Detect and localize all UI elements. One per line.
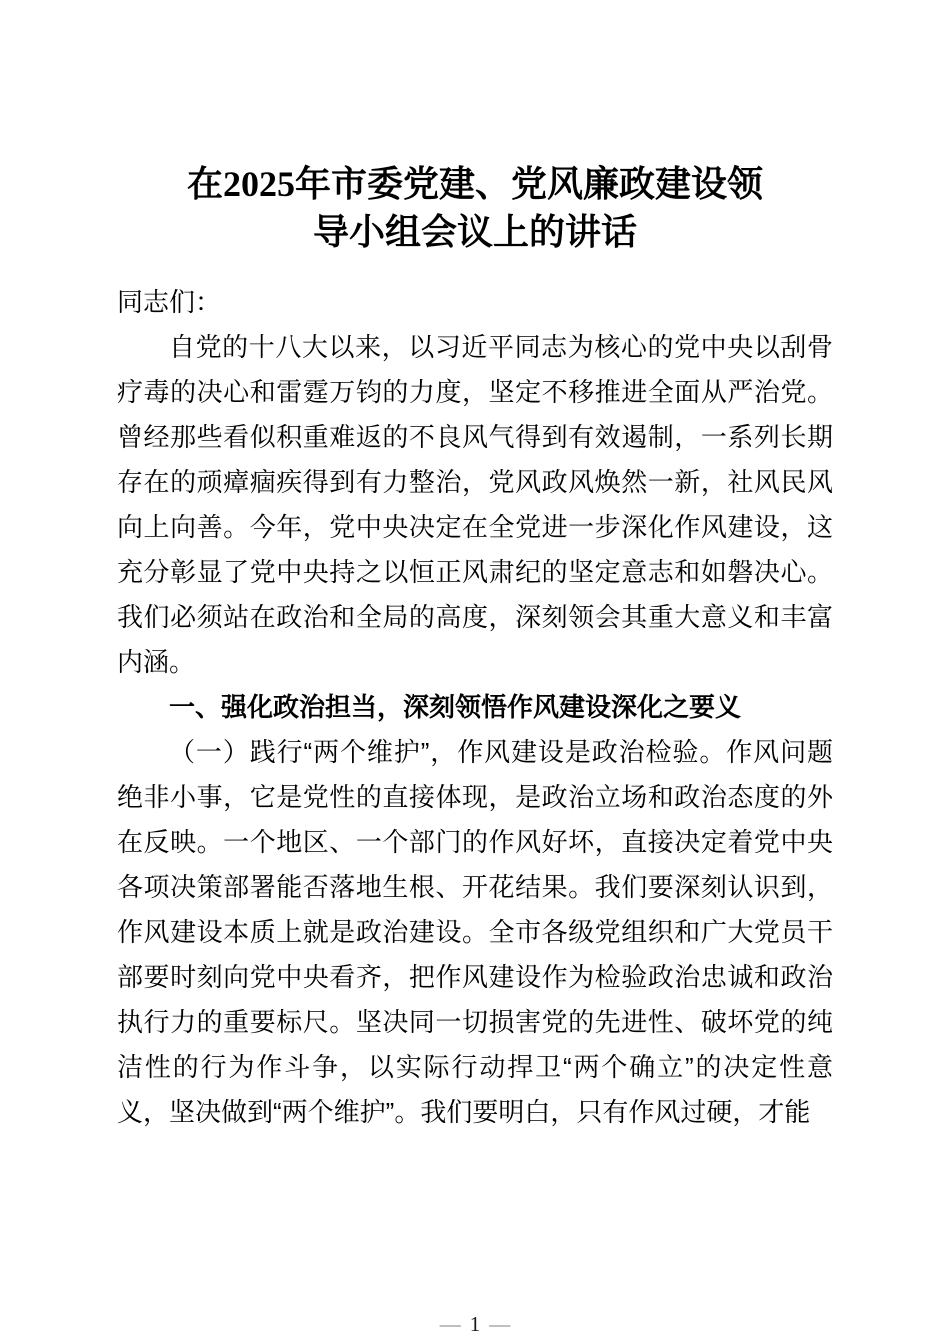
footer-dash-left: — bbox=[439, 1312, 461, 1336]
paragraph-intro: 自党的十八大以来，以习近平同志为核心的党中央以刮骨疗毒的决心和雷霆万钧的力度，坚定不移推进全面从严治党。曾经那些看似积重难返的不良风气得到有效遏制，一系列长期存在的顽瘴痼疾得到有力整治，党风政风焕然一新，社风民风向上向善。今年，党中央决定在全党进一步深化作风建设，这充分彰显了党中央持之以恒正风肃纪的坚定意志和如磐决心。我们必须站在政治和全局的高度，深刻领会其重大意义和丰富内涵。 bbox=[117, 332, 833, 677]
document-content bbox=[117, 160, 833, 1135]
section-heading-1: 一、强化政治担当，深刻领悟作风建设深化之要义 bbox=[169, 692, 742, 722]
page-number: 1 bbox=[469, 1312, 481, 1336]
footer-dash-right: — bbox=[489, 1312, 511, 1336]
page-number-footer bbox=[0, 1312, 950, 1336]
paragraph-section-1: （一）践行“两个维护”，作风建设是政治检验。作风问题绝非小事，它是党性的直接体现，是政治立场和政治态度的外在反映。一个地区、一个部门的作风好坏，直接决定着党中央各项决策部署能否落地生根、开花结果。我们要深刻认识到，作风建设本质上就是政治建设。全市各级党组织和广大党员干部要时刻向党中央看齐，把作风建设作为检验政治忠诚和政治执行力的重要标尺。坚决同一切损害党的先进性、破坏党的纯洁性的行为作斗争，以实际行动捍卫“两个确立”的决定性意义，坚决做到“两个维护”。我们要明白，只有作风过硬，才能 bbox=[117, 737, 833, 1127]
salutation: 同志们： bbox=[117, 287, 222, 317]
document-title-line-1: 在2025年市委党建、党风廉政建设领 bbox=[186, 164, 763, 204]
document-title bbox=[117, 160, 833, 256]
document-title-line-2: 导小组会议上的讲话 bbox=[312, 212, 637, 252]
